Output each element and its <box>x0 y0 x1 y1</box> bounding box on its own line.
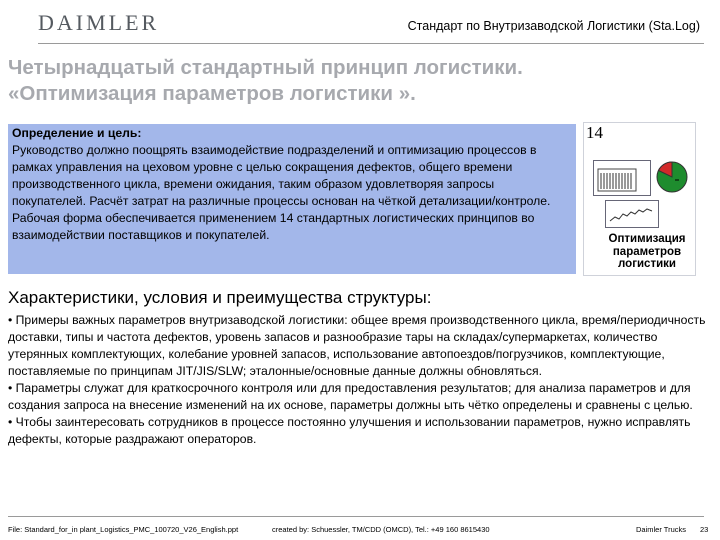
footer-divider <box>8 516 704 517</box>
pie-chart-icon <box>655 160 689 194</box>
bullet-item: • Параметры служат для краткосрочного контроля или для предоставления результатов; для анализа параметров и для создания запроса на внесение изменений на их основе, параметры должны ыть чётко определены и сравнены с целью. <box>8 381 693 412</box>
slide-title <box>8 55 708 107</box>
bullet-item: • Примеры важных параметров внутризаводской логистики: общее время производственного цикла, время/периодичность доставки, типы и частота дефектов, уровень запасов и разнообразие тары на складах/супермаркетах, количество утерянных комплектующих, колебание уровней запасов, использование автопоездов/погрузчиков, комплектующие, поставляемые по принципам JIT/JIS/SLW; эталонные/основные данные должны обновляться. <box>8 313 706 378</box>
principle-name <box>588 233 706 271</box>
principle-name-line-1: Оптимизация <box>608 233 686 245</box>
definition-label: Определение и цель: <box>12 126 142 140</box>
header-divider <box>38 43 704 44</box>
slide-title-line-2: «Оптимизация параметров логистики ». <box>8 82 416 105</box>
document-title: Стандарт по Внутризаводской Логистики (Sta.Log) <box>407 19 700 33</box>
footer-file: File: Standard_for_in plant_Logistics_PMC_100720_V26_English.ppt <box>8 525 239 534</box>
characteristics-text <box>8 312 712 448</box>
section-heading: Характеристики, условия и преимущества структуры: <box>8 288 432 307</box>
line-chart-icon <box>605 200 659 228</box>
principle-name-line-3: логистики <box>618 258 676 270</box>
principle-number: 14 <box>586 123 603 142</box>
footer-brand: Daimler Trucks <box>636 525 687 534</box>
bar-chart-icon <box>593 160 651 196</box>
footer-author: created by: Schuessler, TM/CDD (OMCD), Tel.: +49 160 8615430 <box>272 525 490 534</box>
bullet-item: • Чтобы заинтересовать сотрудников в процессе постоянно улучшения и использовании параметров, нужно исправлять дефекты, которые раздражают операторов. <box>8 415 691 446</box>
principle-name-line-2: параметров <box>612 245 682 258</box>
definition-text-block <box>12 125 562 244</box>
slide-title-line-1: Четырнадцатый стандартный принцип логистики. <box>8 56 523 79</box>
footer-page-number: 23 <box>700 525 709 534</box>
definition-body: Руководство должно поощрять взаимодействие подразделений и оптимизацию процессов в рамках управления на цеховом уровне с целью сокращения дефектов, общего времени производственного цикла, времени ожидания, таким образом удовлетворяя запросы покупателей. Расчёт затрат на различные процессы основан на чёткой детализации/контроле. Рабочая форма обеспечивается применением 14 стандартных логистических принципов во взаимодействии поставщиков и покупателей. <box>12 143 551 242</box>
daimler-logo: DAIMLER <box>38 10 160 35</box>
